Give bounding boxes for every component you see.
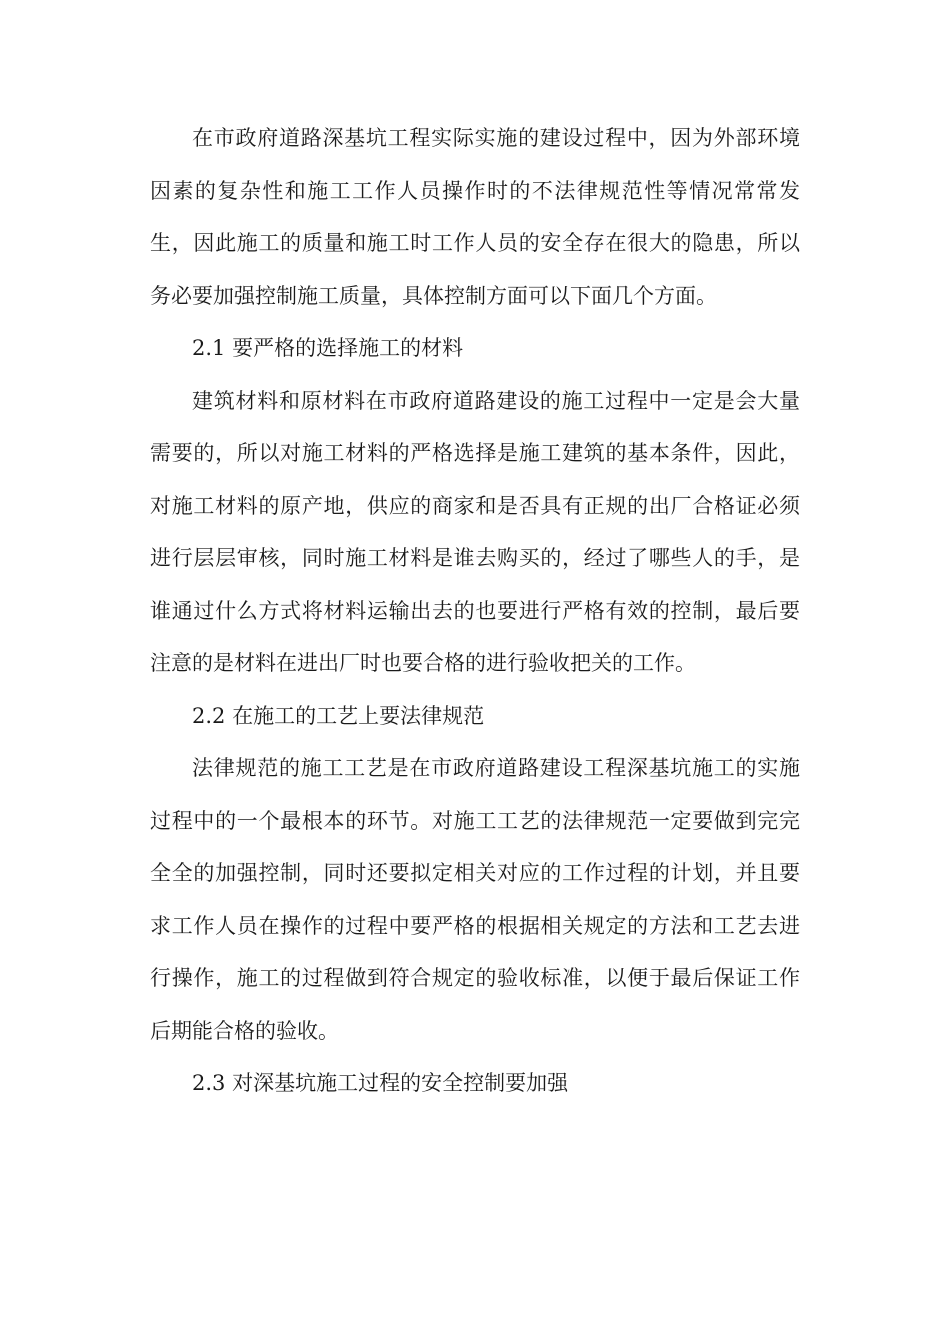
section-heading-2-3: 2.3 对深基坑施工过程的安全控制要加强 (192, 1071, 569, 1095)
body-paragraph-materials: 建筑材料和原材料在市政府道路建设的施工过程中一定是会大量需要的，所以对施工材料的严格选择是施工建筑的基本条件，因此，对施工材料的原产地，供应的商家和是否具有正规的出厂合格证必须进行层层审核，同时施工材料是谁去购买的，经过了哪些人的手，是谁通过什么方式将材料运输出去的也要进行严格有效的控制，最后要注意的是材料在进出厂时也要合格的进行验收把关的工作。 (150, 388, 800, 675)
section-heading-2-1: 2.1 要严格的选择施工的材料 (192, 336, 464, 360)
section-heading-2-2: 2.2 在施工的工艺上要法律规范 (192, 703, 485, 728)
body-paragraph-intro: 在市政府道路深基坑工程实际实施的建设过程中，因为外部环境因素的复杂性和施工工作人员操作时的不法律规范性等情况常常发生，因此施工的质量和施工时工作人员的安全存在很大的隐患，所以务必要加强控制施工质量，具体控制方面可以下面几个方面。 (150, 126, 800, 308)
body-paragraph-process: 法律规范的施工工艺是在市政府道路建设工程深基坑施工的实施过程中的一个最根本的环节。对施工工艺的法律规范一定要做到完完全全的加强控制，同时还要拟定相关对应的工作过程的计划，并且要求工作人员在操作的过程中要严格的根据相关规定的方法和工艺去进行操作，施工的过程做到符合规定的验收标准，以便于最后保证工作后期能合格的验收。 (150, 756, 800, 1043)
